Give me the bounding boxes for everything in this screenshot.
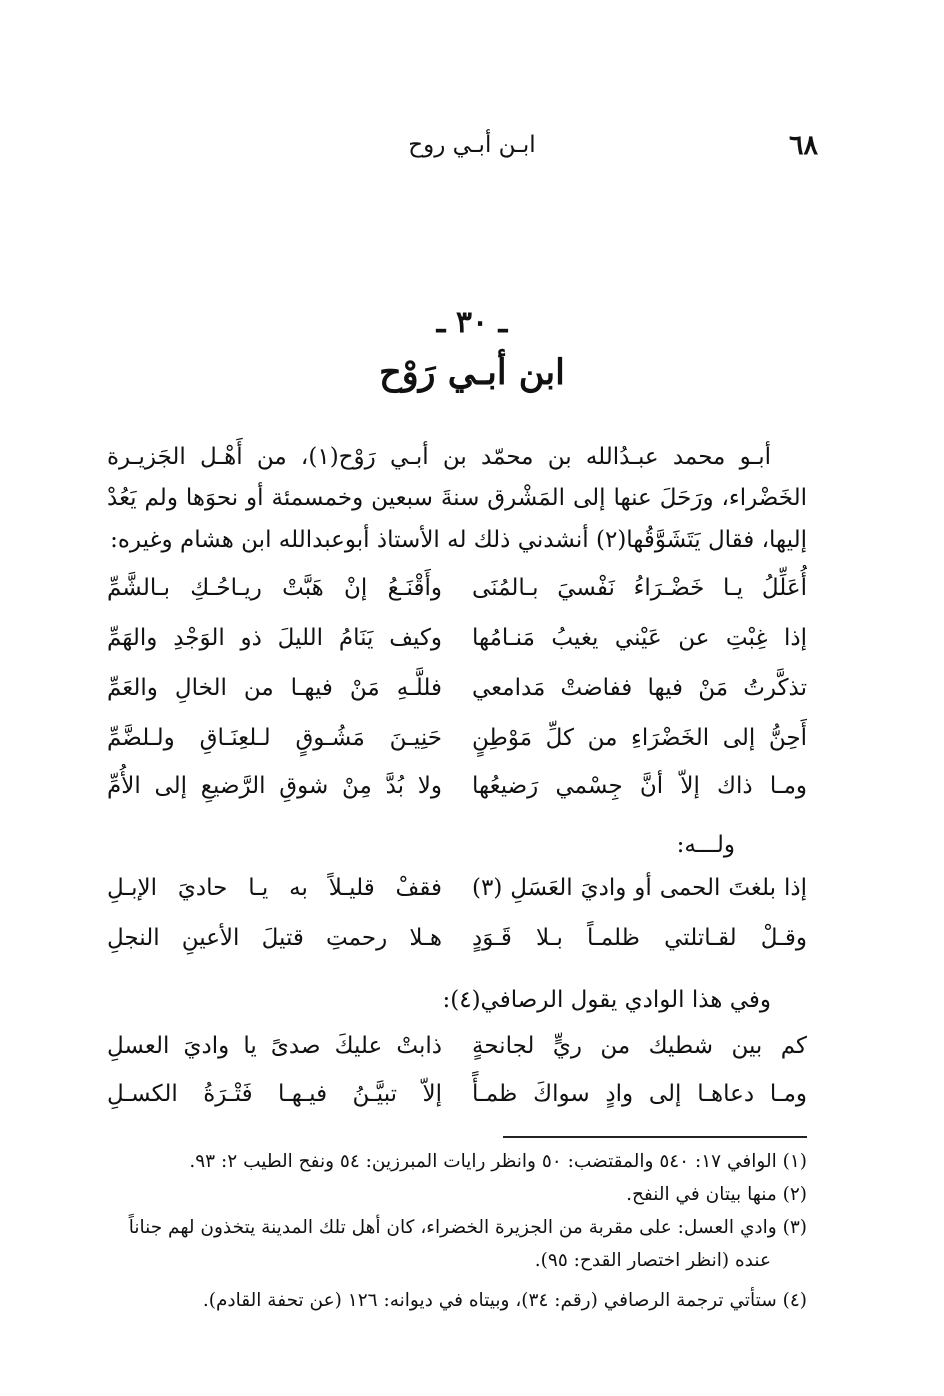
verse-line bbox=[0, 1074, 944, 1120]
verse-first-hemistich: ومـا دعاهـا إلى وادٍ سواكَ ظمـأً bbox=[472, 1081, 807, 1107]
footnote: (٣) وادي العسل: على مقربة من الجزيرة الخضراء، كان أهل تلك المدينة يتخذون لهم جناناً bbox=[128, 1217, 807, 1238]
verse-first-hemistich: أَحِنُّ إلى الخَضْرَاءِ من كلِّ مَوْطِنٍ bbox=[472, 725, 807, 751]
footnote-continuation: عنده (انظر اختصار القدح: ٩٥). bbox=[534, 1250, 771, 1271]
verse-line bbox=[0, 1026, 944, 1072]
verse-second-hemistich: ولا بُدَّ مِنْ شوقِ الرَّضيعِ إلى الأُمِّ bbox=[107, 773, 442, 799]
footnote-separator bbox=[503, 1136, 807, 1138]
section-number: ـ ٣٠ ـ bbox=[436, 305, 508, 340]
running-header-title: ابـن أبـي روح bbox=[408, 132, 536, 158]
verse-line bbox=[0, 718, 944, 764]
verse-first-hemistich: إذا غِبْتِ عن عَيْني يغيبُ مَنـامُها bbox=[472, 625, 807, 651]
verse-first-hemistich: إذا بلغتَ الحمى أو واديَ العَسَلِ (٣) bbox=[472, 875, 807, 901]
section-title: ابن أبـي رَوْح bbox=[379, 352, 565, 393]
verse-second-hemistich: فللَّـهِ مَنْ فيهـا من الخالِ والعَمِّ bbox=[107, 675, 442, 701]
verse-second-hemistich: وأَقْنَـعُ إنْ هَبَّتْ ريـاحُـكِ بـالشَّمِّ bbox=[107, 575, 442, 601]
page-number: ٦٨ bbox=[788, 130, 818, 161]
verse-line bbox=[0, 668, 944, 714]
footnote: (٢) منها بيتان في النفح. bbox=[626, 1184, 807, 1205]
verse-line bbox=[0, 868, 944, 914]
verse-second-hemistich: وكيف يَنَامُ الليلَ ذو الوَجْدِ والهَمِّ bbox=[107, 625, 442, 651]
prose-line: أبـو محمد عبـدُالله بن محمّد بن أبـي رَوْح(١)، من أَهْـل الجَزيـرة bbox=[107, 444, 771, 470]
verse-second-hemistich: فقفْ قليـلاً به يـا حاديَ الإبـلِ bbox=[107, 875, 442, 901]
verse-line bbox=[0, 918, 944, 964]
verse-line bbox=[0, 568, 944, 614]
verse-first-hemistich: وقـلْ لقـاتلتي ظلمـاً بـلا قَـوَدٍ bbox=[472, 925, 807, 951]
verse-second-hemistich: ذابتْ عليكَ صدىً يا واديَ العسلِ bbox=[107, 1033, 442, 1059]
poem-intro: ولـــه: bbox=[676, 832, 735, 858]
verse-second-hemistich: إلاّ تبيَّـنُ فيـهـا فَتْـرَةُ الكسـلِ bbox=[107, 1081, 442, 1107]
verse-first-hemistich: تذكَّرتُ مَنْ فيها ففاضتْ مَدامعي bbox=[472, 675, 807, 701]
verse-second-hemistich: حَنِيـنَ مَشُـوقٍ لـلعِنَـاقِ ولـلضَّمِّ bbox=[107, 725, 442, 751]
verse-first-hemistich: كم بين شطيك من ريٍّ لجانحةٍ bbox=[472, 1033, 807, 1059]
prose-line: إليها، فقال يَتَشَوَّقُها(٢) أنشدني ذلك له الأستاذ أبوعبدالله ابن هشام وغيره: bbox=[110, 527, 807, 553]
prose-line: الخَضْراء، ورَحَلَ عنها إلى المَشْرق سنةَ سبعين وخمسمئة أو نحوَها ولم يَعُدْ bbox=[107, 485, 807, 511]
footnote: (٤) ستأتي ترجمة الرصافي (رقم: ٣٤)، وبيتاه في ديوانه: ١٢٦ (عن تحفة القادم). bbox=[202, 1290, 807, 1311]
footnote: (١) الوافي ١٧: ٥٤٠ والمقتضب: ٥٠ وانظر رايات المبرزين: ٥٤ ونفح الطيب ٢: ٩٣. bbox=[189, 1151, 807, 1172]
verse-first-hemistich: ومـا ذاك إلاّ أنَّ جِسْمي رَضيعُها bbox=[472, 773, 807, 799]
poem-intro: وفي هذا الوادي يقول الرصافي(٤): bbox=[442, 987, 771, 1013]
verse-second-hemistich: هـلا رحمتِ قتيلَ الأعينِ النجلِ bbox=[107, 925, 442, 951]
verse-line bbox=[0, 766, 944, 812]
verse-line bbox=[0, 618, 944, 664]
verse-first-hemistich: أُعَلِّلُ يـا خَضْـرَاءُ نَفْسيَ بـالمُنَى bbox=[472, 575, 807, 601]
